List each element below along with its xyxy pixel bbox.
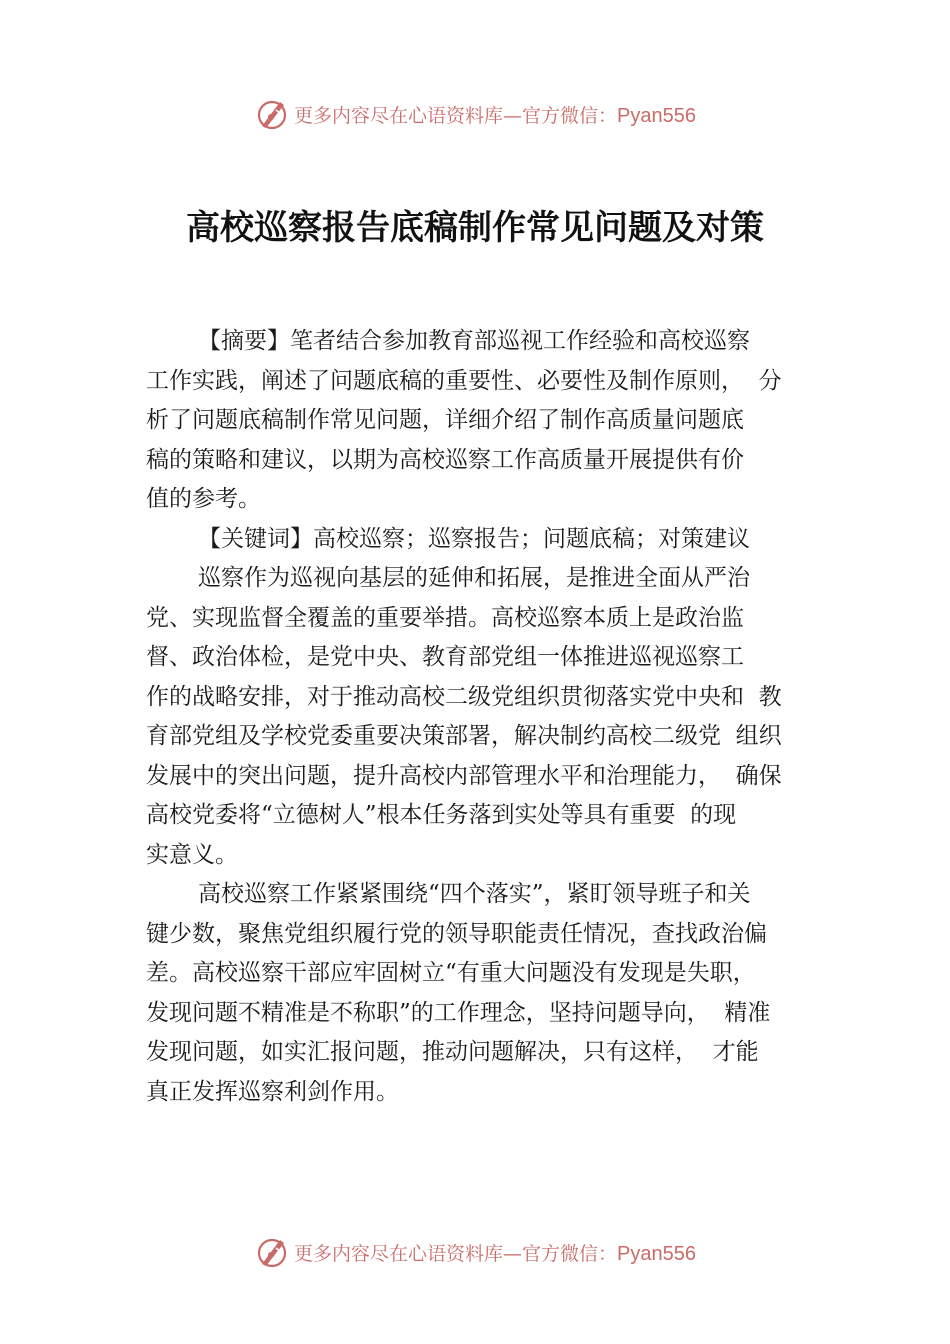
paragraph-line: 高校巡察工作紧紧围绕“四个落实”，紧盯领导班子和关 (198, 881, 751, 907)
paragraph-line: 【摘要】笔者结合参加教育部巡视工作经验和高校巡察 (198, 328, 750, 354)
paragraph-line: 差。高校巡察干部应牢固树立“有重大问题没有发现是失职， (146, 960, 756, 986)
document-body (146, 322, 836, 1112)
paragraph-line: 真正发挥巡察利剑作用。 (146, 1078, 399, 1105)
header-banner (0, 92, 950, 136)
header-banner-text: 更多内容尽在心语资料库—官方微信：Pyan556 (294, 104, 696, 127)
paragraph-line: 发现问题，如实汇报问题，推动问题解决，只有这样， 才能 (146, 1039, 759, 1065)
paragraph-line: 巡察作为巡视向基层的延伸和拓展，是推进全面从严治 (198, 565, 750, 591)
footer-banner-handle: Pyan556 (617, 1242, 696, 1265)
paragraph-line: 高校党委将“立德树人”根本任务落到实处等具有重要 的现 (146, 802, 737, 828)
paragraph-line: 析了问题底稿制作常见问题，详细介绍了制作高质量问题底 (146, 407, 744, 433)
paragraph-line: 督、政治体检，是党中央、教育部党组一体推进巡视巡察工 (146, 644, 744, 670)
paragraph-line: 作的战略安排，对于推动高校二级党组织贯彻落实党中央和 教 (146, 683, 782, 710)
paragraph-line: 实意义。 (146, 841, 238, 868)
paragraph-line: 党、实现监督全覆盖的重要举措。高校巡察本质上是政治监 (146, 604, 744, 631)
quill-seal-icon (254, 96, 290, 132)
document-title: 高校巡察报告底稿制作常见问题及对策 (186, 208, 764, 248)
paragraph-line: 值的参考。 (146, 486, 261, 512)
paragraph-line: 发现问题不精准是不称职”的工作理念，坚持问题导向， 精准 (146, 999, 771, 1026)
paragraph-line: 稿的策略和建议，以期为高校巡察工作高质量开展提供有价 (146, 446, 744, 473)
footer-banner-text: 更多内容尽在心语资料库—官方微信：Pyan556 (294, 1242, 696, 1265)
paragraph-line: 育部党组及学校党委重要决策部署，解决制约高校二级党 组织 (146, 723, 782, 749)
paragraph-line: 发展中的突出问题，提升高校内部管理水平和治理能力， 确保 (146, 762, 782, 789)
footer-banner (0, 1230, 950, 1274)
paragraph-line: 工作实践，阐述了问题底稿的重要性、必要性及制作原则， 分 (146, 367, 782, 394)
header-banner-handle: Pyan556 (617, 104, 696, 127)
paragraph-line: 【关键词】高校巡察；巡察报告；问题底稿；对策建议 (198, 525, 750, 552)
paragraph-line: 键少数，聚焦党组织履行党的领导职能责任情况，查找政治偏 (146, 920, 767, 947)
quill-seal-icon (254, 1234, 290, 1270)
